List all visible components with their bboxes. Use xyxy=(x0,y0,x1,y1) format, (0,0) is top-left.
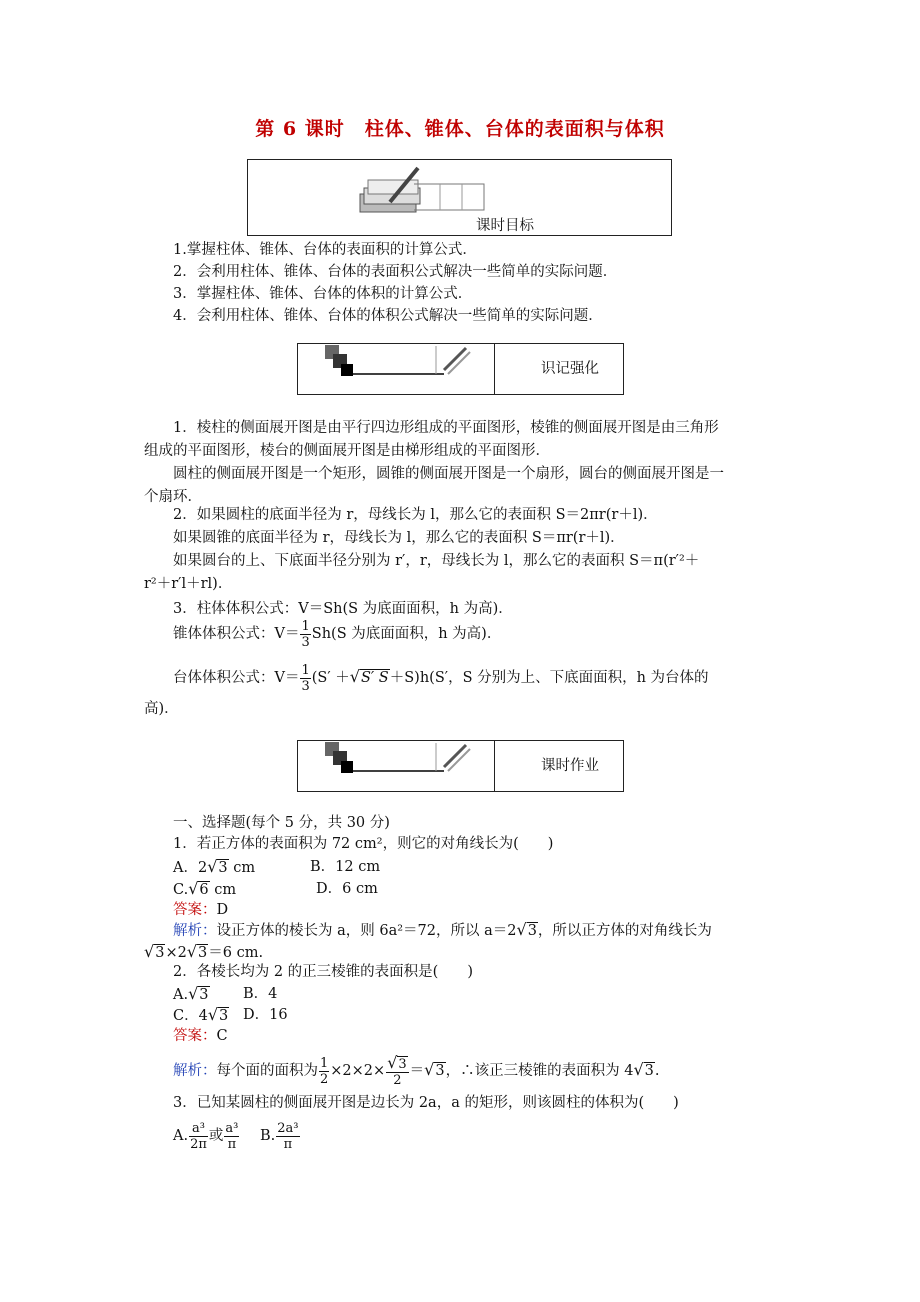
sqrt-expression: √3 xyxy=(188,984,209,1003)
goal-item: 4．会利用柱体、锥体、台体的体积公式解决一些简单的实际问题． xyxy=(173,308,603,324)
review-text: 高)． xyxy=(144,701,179,717)
fraction: $\frac{\text{2a³}}{\pi}$ xyxy=(277,1120,299,1152)
option-b: B．12 cm xyxy=(310,859,381,875)
review-text: 圆柱的侧面展开图是一个矩形，圆锥的侧面展开图是一个扇形，圆台的侧面展开图是一 xyxy=(173,466,724,482)
sqrt-expression: √3 xyxy=(144,942,165,961)
review-text: 2．如果圆柱的底面半径为 r，母线长为 l，那么它的表面积 S＝2πr(r＋l)． xyxy=(173,507,658,523)
sqrt-expression: √3 xyxy=(207,1005,229,1024)
option-a: A. $\frac{\text{a³}}{2\pi}$ 或 $\frac{\text{a³}}{\pi}$ xyxy=(173,1120,239,1152)
answer-value: D xyxy=(216,902,229,918)
goals-header-box xyxy=(247,159,672,236)
fraction: $\frac{1}{2}$ xyxy=(320,1055,329,1087)
analysis-line: √3×2√3＝6 cm. xyxy=(144,942,264,961)
review-text: 3．柱体体积公式：V＝Sh(S 为底面面积，h 为高)． xyxy=(173,601,513,617)
fraction-denominator: 3 xyxy=(301,634,310,650)
sqrt-expression: √3 xyxy=(186,942,208,961)
formula-rest: h(S′，S 分别为上、下底面面积，h 为台体的 xyxy=(419,670,709,686)
review-text: 如果圆锥的底面半径为 r，母线长为 l，那么它的表面积 S＝πr(r＋l)． xyxy=(173,530,625,546)
answer-value: C xyxy=(216,1028,228,1044)
fraction: $\frac{√3}{2}$ xyxy=(387,1052,407,1088)
frustum-volume-formula: 台体体积公式：V＝ $\frac{1}{3}$ (S′ ＋√S′ S＋S)h(S′，S 分别为上、下底面面积，h 为台体的 xyxy=(173,660,709,695)
fraction xyxy=(300,663,310,694)
analysis-line: 解析：设正方体的棱长为 a，则 6a²＝72，所以 a＝2√3，所以正方体的对角线长为 xyxy=(173,920,712,939)
fraction: $\frac{\text{a³}}{2\pi}$ xyxy=(190,1120,207,1152)
homework-header-box xyxy=(297,740,624,792)
question-1: 1．若正方体的表面积为 72 cm²，则它的对角线长为( ) xyxy=(173,836,554,852)
question-3: 3．已知某圆柱的侧面展开图是边长为 2a，a 的矩形，则该圆柱的体积为( ) xyxy=(173,1095,679,1111)
pencil-banner-icon xyxy=(298,344,494,394)
homework-header-label: 课时作业 xyxy=(541,758,599,774)
section-heading: 一、选择题(每个 5 分，共 30 分) xyxy=(173,815,390,831)
analysis-label: 解析： xyxy=(173,923,217,939)
goals-header-label: 课时目标 xyxy=(476,218,534,234)
fraction-numerator: 1 xyxy=(301,618,310,634)
fraction xyxy=(300,619,310,650)
option-b: B. $\frac{\text{2a³}}{\pi}$ xyxy=(260,1120,299,1152)
formula-rest: Sh(S 为底面面积，h 为高)． xyxy=(311,626,502,642)
option-a: A．2√3 cm xyxy=(173,857,256,876)
goal-item: 1.掌握柱体、锥体、台体的表面积的计算公式． xyxy=(173,242,477,258)
sqrt-expression: √3 xyxy=(516,920,537,939)
fraction-denominator: 3 xyxy=(301,678,310,694)
formula-label: 锥体体积公式：V＝ xyxy=(173,626,300,642)
review-text: 1．棱柱的侧面展开图是由平行四边形组成的平面图形，棱锥的侧面展开图是由三角形 xyxy=(173,420,719,436)
answer-label: 答案： xyxy=(173,1028,217,1044)
sqrt-expression: √6 xyxy=(188,879,209,898)
sqrt-expression: √3 xyxy=(424,1060,445,1079)
review-text: 如果圆台的上、下底面半径分别为 r′，r，母线长为 l，那么它的表面积 S＝π(r′²＋ xyxy=(173,553,700,569)
sqrt-expression: √3 xyxy=(207,857,228,876)
review-header-label: 识记强化 xyxy=(541,361,599,377)
review-text: r²＋r′l＋rl)． xyxy=(144,576,233,592)
goal-item: 3．掌握柱体、锥体、台体的体积的计算公式． xyxy=(173,286,473,302)
pencil-banner-icon xyxy=(298,741,494,791)
option-a: A.√3 xyxy=(173,984,209,1003)
sqrt-expression: √S′ S xyxy=(349,667,389,686)
sqrt-expression: √3 xyxy=(633,1060,654,1079)
answer-line xyxy=(173,900,228,920)
page-title: 第 6 课时 柱体、锥体、台体的表面积与体积 xyxy=(255,118,665,140)
review-text: 个扇环． xyxy=(144,489,202,505)
option-d: D．16 xyxy=(243,1007,288,1023)
answer-line xyxy=(173,1026,228,1046)
review-header-box xyxy=(297,343,624,395)
option-b: B．4 xyxy=(243,986,278,1002)
fraction-numerator: 1 xyxy=(301,662,310,678)
analysis-label: 解析： xyxy=(173,1063,217,1079)
option-c: C．4√3 xyxy=(173,1005,229,1024)
option-d: D．6 cm xyxy=(316,881,378,897)
analysis-line: 解析：每个面的面积为 $\frac{1}{2}$ ×2×2× $\frac{√3}{2}$ ＝√3，∴该正三棱锥的表面积为 4√3. xyxy=(173,1050,660,1091)
cone-volume-formula xyxy=(173,617,501,651)
option-c: C.√6 cm xyxy=(173,879,237,898)
goal-item: 2．会利用柱体、锥体、台体的表面积公式解决一些简单的实际问题． xyxy=(173,264,618,280)
fraction: $\frac{\text{a³}}{\pi}$ xyxy=(225,1120,239,1152)
answer-label: 答案： xyxy=(173,902,217,918)
review-text: 组成的平面图形，棱台的侧面展开图是由梯形组成的平面图形． xyxy=(144,443,550,459)
question-2: 2．各棱长均为 2 的正三棱锥的表面积是( ) xyxy=(173,964,473,980)
formula-label: 台体体积公式：V＝ xyxy=(173,670,300,686)
